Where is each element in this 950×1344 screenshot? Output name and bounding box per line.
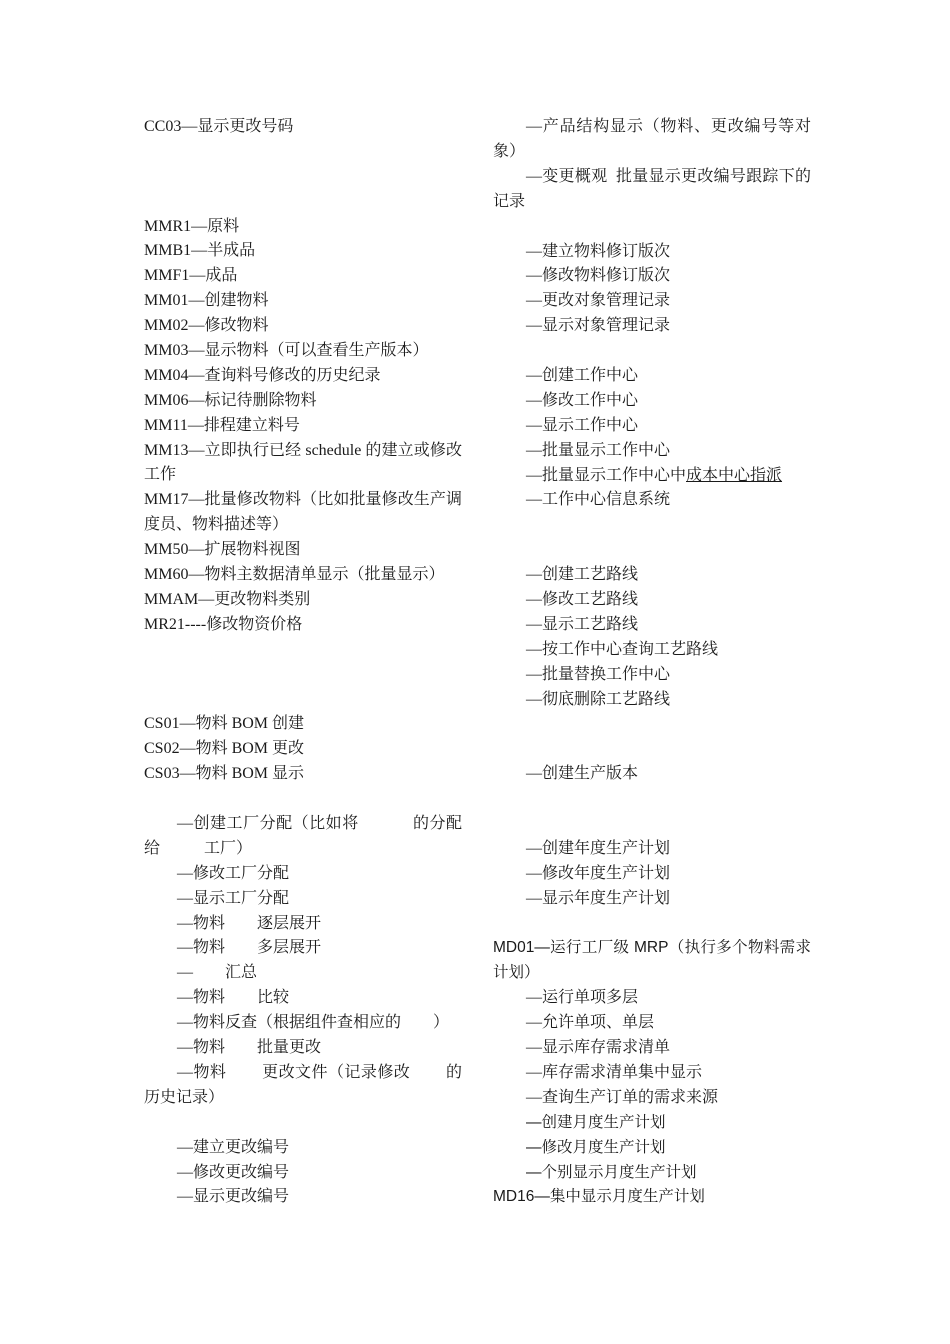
blank-line — [144, 1111, 462, 1136]
text-line: MM50—扩展物料视图 — [144, 541, 301, 559]
text-line: MMAM—更改物料类别 — [144, 590, 311, 608]
text-line: —建立物料修订版次 — [526, 242, 671, 260]
text-line: —彻底删除工艺路线 — [526, 690, 671, 708]
text-line: MM13—立即执行已经 schedule 的建立或修改工作 — [144, 441, 462, 484]
text-line: —批量替换工作中心 — [526, 665, 671, 683]
text-line: CS01—物料 BOM 创建 — [144, 715, 305, 733]
text-line: —显示对象管理记录 — [526, 317, 671, 335]
text-line: —显示工厂分配 — [177, 889, 290, 907]
text-line: CS02—物料 BOM 更改 — [144, 740, 305, 758]
text-line: CS03—物料 BOM 显示 — [144, 765, 305, 783]
text-line: —创建生产版本 — [526, 765, 639, 783]
text-line: MR21----修改物资价格 — [144, 615, 303, 633]
text-line: CC03—显示更改号码 — [144, 118, 294, 135]
text-line: —显示工艺路线 — [526, 615, 639, 633]
blank-line — [144, 787, 462, 812]
right-column — [493, 115, 811, 1210]
text-line: —修改年度生产计划 — [526, 864, 671, 882]
blank-line — [493, 538, 811, 563]
blank-line — [144, 663, 462, 688]
text-line: —修改月度生产计划 — [526, 1138, 666, 1156]
text-line: —显示工作中心 — [526, 416, 639, 434]
text-line: MM11—排程建立料号 — [144, 416, 300, 434]
blank-line — [144, 688, 462, 713]
text-line: —物料 多层展开 — [177, 939, 322, 957]
blank-line — [493, 737, 811, 762]
blank-line — [493, 712, 811, 737]
blank-line — [493, 513, 811, 538]
blank-line — [493, 912, 811, 937]
text-line: —创建月度生产计划 — [526, 1113, 666, 1131]
text-line: MM60—物料主数据清单显示（批量显示） — [144, 566, 445, 584]
text-line: —修改工艺路线 — [526, 590, 639, 608]
blank-line — [144, 638, 462, 663]
blank-line — [144, 140, 462, 165]
text-line: —显示更改编号 — [177, 1188, 290, 1206]
text-span: —批量显示工作中心中 — [526, 466, 687, 484]
text-line: MM04—查询料号修改的历史纪录 — [144, 366, 381, 384]
text-line: MD01—运行工厂级 MRP（执行多个物料需求计划） — [493, 939, 811, 982]
text-line: —个别显示月度生产计划 — [526, 1163, 697, 1181]
text-line: —物料 更改文件（记录修改 的历史记录） — [144, 1063, 462, 1106]
text-line: MMR1—原料 — [144, 217, 240, 235]
text-line — [493, 464, 811, 489]
blank-line — [144, 165, 462, 190]
underlined-text: 成本中心指派 — [686, 466, 783, 484]
text-line: —物料 比较 — [177, 989, 290, 1007]
text-line: —物料反查（根据组件查相应的 ） — [177, 1014, 450, 1032]
text-line: —创建工厂分配（比如将 的分配给 工厂） — [144, 815, 462, 857]
text-line: —运行单项多层 — [526, 989, 639, 1007]
text-line: MM03—显示物料（可以查看生产版本） — [144, 342, 429, 360]
text-line: MM01—创建物料 — [144, 292, 269, 310]
text-line: —显示年度生产计划 — [526, 889, 671, 907]
blank-line — [493, 339, 811, 364]
text-line: MM17—批量修改物料（比如批量修改生产调度员、物料描述等） — [144, 491, 462, 534]
text-line: —变更概观 批量显示更改编号跟踪下的记录 — [493, 167, 811, 210]
text-line: —修改物料修订版次 — [526, 267, 671, 285]
text-line: —创建年度生产计划 — [526, 839, 671, 857]
text-line: —物料 批量更改 — [177, 1039, 322, 1057]
text-line: —创建工作中心 — [526, 366, 639, 384]
text-line: —库存需求清单集中显示 — [526, 1063, 703, 1081]
left-column — [144, 115, 462, 1210]
text-line: —产品结构显示（物料、更改编号等对象） — [493, 118, 811, 160]
text-line: —修改工厂分配 — [177, 864, 290, 882]
text-line: MD16—集中显示月度生产计划 — [493, 1188, 705, 1206]
text-line: —创建工艺路线 — [526, 566, 639, 584]
blank-line — [493, 812, 811, 837]
text-line: MMF1—成品 — [144, 267, 238, 285]
text-line: —物料 逐层展开 — [177, 914, 322, 932]
text-line: —修改工作中心 — [526, 391, 639, 409]
blank-line — [493, 787, 811, 812]
text-line: —显示库存需求清单 — [526, 1039, 671, 1057]
text-line: —按工作中心查询工艺路线 — [526, 640, 719, 658]
text-line: MM06—标记待删除物料 — [144, 391, 317, 409]
text-line: —更改对象管理记录 — [526, 292, 671, 310]
blank-line — [144, 190, 462, 215]
text-line: —修改更改编号 — [177, 1163, 290, 1181]
text-line: —允许单项、单层 — [526, 1014, 655, 1032]
text-line: —查询生产订单的需求来源 — [526, 1088, 719, 1106]
text-line: —建立更改编号 — [177, 1138, 290, 1156]
text-line: MM02—修改物料 — [144, 317, 269, 335]
text-line: —批量显示工作中心 — [526, 441, 671, 459]
text-line: — 汇总 — [177, 964, 258, 982]
text-line: MMB1—半成品 — [144, 242, 256, 260]
text-line: —工作中心信息系统 — [526, 491, 671, 509]
blank-line — [493, 215, 811, 240]
